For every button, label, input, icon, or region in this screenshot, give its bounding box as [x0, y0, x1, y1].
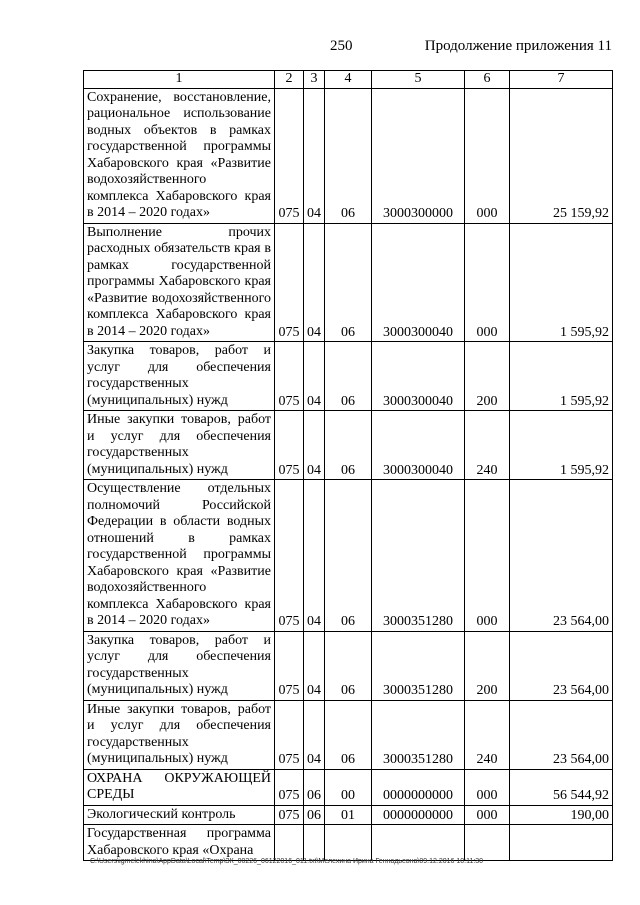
cell-section: 04 [304, 411, 325, 480]
cell-subsection: 06 [325, 411, 372, 480]
table-row [84, 700, 613, 769]
row-name: Иные закупки товаров, работ и услуг для обеспечения государственных (муниципальных) нужд [84, 700, 275, 769]
cell-subsection: 06 [325, 342, 372, 411]
cell-target-article: 3000300040 [372, 411, 465, 480]
cell-target-article: 3000351280 [372, 631, 465, 700]
column-header: 1 [84, 71, 275, 89]
cell-admin-code: 075 [275, 769, 304, 805]
cell-expense-type: 240 [465, 700, 510, 769]
column-header: 6 [465, 71, 510, 89]
budget-table [83, 70, 613, 861]
table-row [84, 342, 613, 411]
cell-amount: 23 564,00 [510, 480, 613, 632]
cell-amount: 1 595,92 [510, 342, 613, 411]
cell-target-article: 3000300000 [372, 88, 465, 223]
cell-subsection: 06 [325, 480, 372, 632]
cell-subsection [325, 825, 372, 861]
cell-section: 04 [304, 480, 325, 632]
cell-amount: 1 595,92 [510, 411, 613, 480]
cell-subsection: 06 [325, 88, 372, 223]
cell-expense-type: 000 [465, 480, 510, 632]
table-row [84, 480, 613, 632]
cell-section: 04 [304, 631, 325, 700]
cell-expense-type: 200 [465, 342, 510, 411]
column-header: 7 [510, 71, 613, 89]
table-row [84, 631, 613, 700]
row-name: Сохранение, восстановление, рациональное использование водных объектов в рамках государственной программы Хабаровского края «Развитие водохозяйственного комплекса Хабаровского края в 2014 – 2020 годах» [84, 88, 275, 223]
cell-amount [510, 825, 613, 861]
row-name: Выполнение прочих расходных обязательств края в рамках государственной программы Хабаровского края «Развитие водохозяйственного комплекса Хабаровского края в 2014 – 2020 годах» [84, 223, 275, 342]
cell-subsection: 06 [325, 700, 372, 769]
table-row [84, 825, 613, 861]
table-row [84, 223, 613, 342]
table-row [84, 88, 613, 223]
column-header: 5 [372, 71, 465, 89]
row-name: Осуществление отдельных полномочий Российской Федерации в области водных отношений в рамках государственной программы Хабаровского края «Развитие водохозяйственного комплекса Хабаровского края в 2014 – 2020 годах» [84, 480, 275, 632]
cell-expense-type: 000 [465, 223, 510, 342]
cell-target-article [372, 825, 465, 861]
cell-amount: 1 595,92 [510, 223, 613, 342]
cell-admin-code [275, 825, 304, 861]
cell-target-article: 3000300040 [372, 342, 465, 411]
cell-amount: 23 564,00 [510, 700, 613, 769]
cell-amount: 56 544,92 [510, 769, 613, 805]
cell-expense-type: 200 [465, 631, 510, 700]
row-name: ОХРАНА ОКРУЖАЮЩЕЙ СРЕДЫ [84, 769, 275, 805]
cell-expense-type: 240 [465, 411, 510, 480]
row-name: Закупка товаров, работ и услуг для обеспечения государственных (муниципальных) нужд [84, 342, 275, 411]
table-row [84, 411, 613, 480]
cell-admin-code: 075 [275, 631, 304, 700]
row-name: Иные закупки товаров, работ и услуг для обеспечения государственных (муниципальных) нужд [84, 411, 275, 480]
cell-section: 04 [304, 88, 325, 223]
cell-subsection: 00 [325, 769, 372, 805]
cell-expense-type [465, 825, 510, 861]
cell-expense-type: 000 [465, 769, 510, 805]
cell-admin-code: 075 [275, 700, 304, 769]
cell-expense-type: 000 [465, 805, 510, 825]
cell-section: 06 [304, 805, 325, 825]
cell-admin-code: 075 [275, 88, 304, 223]
cell-section: 04 [304, 700, 325, 769]
cell-target-article: 0000000000 [372, 805, 465, 825]
cell-subsection: 06 [325, 223, 372, 342]
cell-amount: 23 564,00 [510, 631, 613, 700]
cell-subsection: 06 [325, 631, 372, 700]
cell-subsection: 01 [325, 805, 372, 825]
table-row [84, 769, 613, 805]
table-header-row [84, 71, 613, 89]
file-path-footer: C:\Users\igmelekhina\AppData\Local\Temp\ЗК_00226_06122016_011.txt\Мелехина Ирина Геннадьевна\09.12.2016 10:11:30 [90, 858, 484, 865]
cell-section: 04 [304, 342, 325, 411]
page-number: 250 [330, 38, 353, 54]
cell-section: 06 [304, 769, 325, 805]
appendix-continuation: Продолжение приложения 11 [424, 38, 612, 54]
row-name: Закупка товаров, работ и услуг для обеспечения государственных (муниципальных) нужд [84, 631, 275, 700]
cell-section: 04 [304, 223, 325, 342]
cell-target-article: 3000351280 [372, 480, 465, 632]
cell-admin-code: 075 [275, 480, 304, 632]
cell-admin-code: 075 [275, 223, 304, 342]
column-header: 4 [325, 71, 372, 89]
cell-admin-code: 075 [275, 342, 304, 411]
cell-target-article: 3000300040 [372, 223, 465, 342]
cell-amount: 25 159,92 [510, 88, 613, 223]
row-name: Государственная программа Хабаровского края «Охрана [84, 825, 275, 861]
cell-admin-code: 075 [275, 411, 304, 480]
cell-admin-code: 075 [275, 805, 304, 825]
cell-section [304, 825, 325, 861]
row-name: Экологический контроль [84, 805, 275, 825]
column-header: 3 [304, 71, 325, 89]
cell-expense-type: 000 [465, 88, 510, 223]
cell-target-article: 0000000000 [372, 769, 465, 805]
cell-amount: 190,00 [510, 805, 613, 825]
cell-target-article: 3000351280 [372, 700, 465, 769]
table-row [84, 805, 613, 825]
column-header: 2 [275, 71, 304, 89]
